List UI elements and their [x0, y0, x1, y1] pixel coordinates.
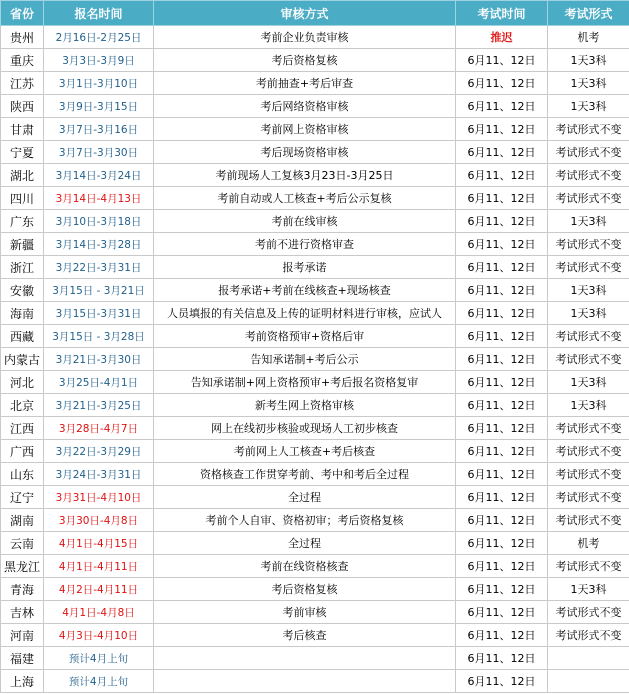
cell-registration-time[interactable]: 3月14日-3月28日 [44, 233, 154, 256]
cell-exam-time[interactable]: 6月11、12日 [456, 578, 548, 601]
cell-registration-time[interactable]: 3月15日-3月31日 [44, 302, 154, 325]
cell-registration-time[interactable]: 3月25日-4月1日 [44, 371, 154, 394]
cell-exam-form[interactable]: 1天3科 [548, 49, 629, 72]
cell-province[interactable]: 北京 [1, 394, 44, 417]
cell-registration-time[interactable]: 3月14日-3月24日 [44, 164, 154, 187]
cell-exam-time[interactable]: 6月11、12日 [456, 486, 548, 509]
cell-exam-form[interactable]: 考试形式不变 [548, 187, 629, 210]
cell-province[interactable]: 吉林 [1, 601, 44, 624]
cell-exam-time[interactable]: 6月11、12日 [456, 647, 548, 670]
cell-review-method[interactable] [154, 670, 456, 693]
cell-province[interactable]: 甘肃 [1, 118, 44, 141]
cell-province[interactable]: 安徽 [1, 279, 44, 302]
table-row [1, 486, 629, 509]
cell-exam-form[interactable]: 1天3科 [548, 302, 629, 325]
table-row [1, 210, 629, 233]
cell-province[interactable]: 湖北 [1, 164, 44, 187]
cell-registration-time[interactable]: 3月7日-3月30日 [44, 141, 154, 164]
cell-review-method[interactable]: 考前现场人工复核3月23日-3月25日 [154, 164, 456, 187]
cell-exam-form[interactable] [548, 647, 629, 670]
cell-province[interactable]: 宁夏 [1, 141, 44, 164]
table-row [1, 601, 629, 624]
cell-registration-time[interactable]: 4月1日-4月8日 [44, 601, 154, 624]
cell-exam-form[interactable]: 1天3科 [548, 210, 629, 233]
cell-registration-time[interactable]: 4月1日-4月11日 [44, 555, 154, 578]
cell-exam-form[interactable]: 考试形式不变 [548, 233, 629, 256]
cell-review-method[interactable]: 考前网上资格审核 [154, 118, 456, 141]
cell-exam-form[interactable]: 考试形式不变 [548, 118, 629, 141]
cell-exam-time[interactable]: 6月11、12日 [456, 95, 548, 118]
header-province[interactable]: 省份 [1, 1, 44, 26]
table-row [1, 647, 629, 670]
cell-exam-form[interactable]: 考试形式不变 [548, 463, 629, 486]
cell-province[interactable]: 重庆 [1, 49, 44, 72]
cell-exam-time[interactable]: 6月11、12日 [456, 509, 548, 532]
cell-review-method[interactable]: 告知承诺制+考后公示 [154, 348, 456, 371]
cell-exam-time[interactable]: 6月11、12日 [456, 325, 548, 348]
cell-exam-time[interactable]: 6月11、12日 [456, 279, 548, 302]
cell-exam-form[interactable]: 机考 [548, 532, 629, 555]
cell-province[interactable]: 山东 [1, 463, 44, 486]
cell-review-method[interactable]: 考前审核 [154, 601, 456, 624]
cell-exam-time[interactable]: 6月11、12日 [456, 440, 548, 463]
cell-registration-time[interactable]: 3月28日-4月7日 [44, 417, 154, 440]
cell-exam-time[interactable]: 6月11、12日 [456, 601, 548, 624]
cell-province[interactable]: 浙江 [1, 256, 44, 279]
cell-exam-form[interactable]: 1天3科 [548, 95, 629, 118]
cell-province[interactable]: 内蒙古 [1, 348, 44, 371]
cell-exam-form[interactable]: 1天3科 [548, 578, 629, 601]
cell-registration-time[interactable]: 3月21日-3月25日 [44, 394, 154, 417]
cell-review-method[interactable]: 考后网络资格审核 [154, 95, 456, 118]
cell-registration-time[interactable]: 3月21日-3月30日 [44, 348, 154, 371]
cell-review-method[interactable]: 告知承诺制+网上资格预审+考后报名资格复审 [154, 371, 456, 394]
cell-review-method[interactable]: 考前自动或人工核查+考后公示复核 [154, 187, 456, 210]
cell-review-method[interactable]: 考前在线资格核查 [154, 555, 456, 578]
table-row [1, 95, 629, 118]
cell-registration-time[interactable]: 3月15日 - 3月21日 [44, 279, 154, 302]
cell-exam-form[interactable]: 考试形式不变 [548, 509, 629, 532]
cell-province[interactable]: 新疆 [1, 233, 44, 256]
table-row [1, 325, 629, 348]
cell-exam-form[interactable]: 1天3科 [548, 72, 629, 95]
cell-registration-time[interactable]: 3月22日-3月31日 [44, 256, 154, 279]
table-row [1, 26, 629, 49]
cell-registration-time[interactable]: 3月9日-3月15日 [44, 95, 154, 118]
cell-exam-form[interactable]: 考试形式不变 [548, 601, 629, 624]
table-row [1, 670, 629, 693]
cell-exam-form[interactable]: 考试形式不变 [548, 440, 629, 463]
cell-review-method[interactable]: 考后资格复核 [154, 578, 456, 601]
cell-registration-time[interactable]: 3月24日-3月31日 [44, 463, 154, 486]
cell-review-method[interactable]: 考前资格预审+资格后审 [154, 325, 456, 348]
cell-exam-time[interactable]: 6月11、12日 [456, 72, 548, 95]
cell-registration-time[interactable]: 2月16日-2月25日 [44, 26, 154, 49]
cell-registration-time[interactable]: 3月10日-3月18日 [44, 210, 154, 233]
cell-province[interactable]: 河北 [1, 371, 44, 394]
header-exam-form[interactable]: 考试形式 [548, 1, 629, 26]
cell-exam-form[interactable]: 考试形式不变 [548, 256, 629, 279]
cell-review-method[interactable]: 报考承诺+考前在线核查+现场核查 [154, 279, 456, 302]
cell-exam-form[interactable]: 考试形式不变 [548, 325, 629, 348]
table-row [1, 164, 629, 187]
cell-province[interactable]: 湖南 [1, 509, 44, 532]
cell-review-method[interactable] [154, 647, 456, 670]
cell-registration-time[interactable]: 4月3日-4月10日 [44, 624, 154, 647]
cell-registration-time[interactable]: 3月14日-4月13日 [44, 187, 154, 210]
cell-exam-form[interactable]: 考试形式不变 [548, 141, 629, 164]
cell-review-method[interactable]: 考后核查 [154, 624, 456, 647]
cell-registration-time[interactable]: 预计4月上旬 [44, 647, 154, 670]
table-row [1, 371, 629, 394]
cell-registration-time[interactable]: 4月2日-4月11日 [44, 578, 154, 601]
cell-review-method[interactable]: 考前网上人工核查+考后核查 [154, 440, 456, 463]
cell-exam-time[interactable]: 6月11、12日 [456, 141, 548, 164]
cell-exam-time[interactable]: 6月11、12日 [456, 394, 548, 417]
cell-review-method[interactable]: 考后现场资格审核 [154, 141, 456, 164]
cell-review-method[interactable]: 全过程 [154, 486, 456, 509]
cell-exam-time[interactable]: 6月11、12日 [456, 49, 548, 72]
cell-review-method[interactable]: 考前不进行资格审查 [154, 233, 456, 256]
cell-exam-time[interactable]: 6月11、12日 [456, 463, 548, 486]
table-row [1, 141, 629, 164]
cell-review-method[interactable]: 考前个人自审、资格初审；考后资格复核 [154, 509, 456, 532]
cell-review-method[interactable]: 人员填报的有关信息及上传的证明材料进行审核，应试人 [154, 302, 456, 325]
header-exam-time[interactable]: 考试时间 [456, 1, 548, 26]
cell-exam-form[interactable]: 1天3科 [548, 279, 629, 302]
cell-review-method[interactable]: 考前抽查+考后审查 [154, 72, 456, 95]
cell-exam-form[interactable]: 1天3科 [548, 371, 629, 394]
table-row [1, 532, 629, 555]
table-row [1, 417, 629, 440]
cell-exam-form[interactable] [548, 670, 629, 693]
cell-review-method[interactable]: 报考承诺 [154, 256, 456, 279]
table-row [1, 463, 629, 486]
table-row [1, 578, 629, 601]
table-row [1, 348, 629, 371]
cell-exam-time[interactable]: 6月11、12日 [456, 164, 548, 187]
table-row [1, 72, 629, 95]
cell-province[interactable]: 广西 [1, 440, 44, 463]
cell-exam-time[interactable]: 6月11、12日 [456, 210, 548, 233]
cell-exam-time[interactable]: 6月11、12日 [456, 233, 548, 256]
cell-review-method[interactable]: 新考生网上资格审核 [154, 394, 456, 417]
cell-exam-time[interactable]: 6月11、12日 [456, 187, 548, 210]
cell-province[interactable]: 陕西 [1, 95, 44, 118]
cell-exam-form[interactable]: 考试形式不变 [548, 164, 629, 187]
table-row [1, 233, 629, 256]
cell-registration-time[interactable]: 3月15日 - 3月28日 [44, 325, 154, 348]
cell-province[interactable]: 辽宁 [1, 486, 44, 509]
cell-review-method[interactable]: 资格核查工作贯穿考前、考中和考后全过程 [154, 463, 456, 486]
cell-review-method[interactable]: 网上在线初步核验或现场人工初步核查 [154, 417, 456, 440]
cell-province[interactable]: 贵州 [1, 26, 44, 49]
cell-exam-form[interactable]: 1天3科 [548, 394, 629, 417]
table-body [1, 26, 629, 693]
cell-province[interactable]: 广东 [1, 210, 44, 233]
cell-exam-form[interactable]: 考试形式不变 [548, 555, 629, 578]
cell-province[interactable]: 西藏 [1, 325, 44, 348]
cell-exam-form[interactable]: 考试形式不变 [548, 624, 629, 647]
cell-province[interactable]: 上海 [1, 670, 44, 693]
table-row [1, 440, 629, 463]
header-registration-time[interactable]: 报名时间 [44, 1, 154, 26]
cell-province[interactable]: 黑龙江 [1, 555, 44, 578]
cell-exam-time[interactable]: 6月11、12日 [456, 302, 548, 325]
cell-exam-time[interactable]: 6月11、12日 [456, 118, 548, 141]
header-row [1, 1, 629, 26]
cell-registration-time[interactable]: 3月3日-3月9日 [44, 49, 154, 72]
cell-province[interactable]: 江西 [1, 417, 44, 440]
cell-registration-time[interactable]: 4月1日-4月15日 [44, 532, 154, 555]
cell-review-method[interactable]: 考前企业负责审核 [154, 26, 456, 49]
cell-registration-time[interactable]: 3月7日-3月16日 [44, 118, 154, 141]
cell-registration-time[interactable]: 3月31日-4月10日 [44, 486, 154, 509]
cell-province[interactable]: 云南 [1, 532, 44, 555]
cell-registration-time[interactable]: 3月30日-4月8日 [44, 509, 154, 532]
table-row [1, 49, 629, 72]
table-header [1, 1, 629, 26]
cell-exam-time[interactable]: 6月11、12日 [456, 348, 548, 371]
cell-province[interactable]: 青海 [1, 578, 44, 601]
cell-registration-time[interactable]: 预计4月上旬 [44, 670, 154, 693]
cell-exam-time[interactable]: 6月11、12日 [456, 417, 548, 440]
cell-province[interactable]: 河南 [1, 624, 44, 647]
cell-exam-time[interactable]: 6月11、12日 [456, 624, 548, 647]
cell-province[interactable]: 江苏 [1, 72, 44, 95]
cell-exam-time[interactable]: 推迟 [456, 26, 548, 49]
cell-exam-form[interactable]: 考试形式不变 [548, 417, 629, 440]
cell-exam-time[interactable]: 6月11、12日 [456, 532, 548, 555]
table-row [1, 624, 629, 647]
cell-province[interactable]: 海南 [1, 302, 44, 325]
table-row [1, 394, 629, 417]
table-row [1, 187, 629, 210]
table-row [1, 555, 629, 578]
cell-exam-time[interactable]: 6月11、12日 [456, 670, 548, 693]
cell-province[interactable]: 四川 [1, 187, 44, 210]
cell-registration-time[interactable]: 3月1日-3月10日 [44, 72, 154, 95]
cell-exam-form[interactable]: 考试形式不变 [548, 348, 629, 371]
cell-exam-time[interactable]: 6月11、12日 [456, 371, 548, 394]
table-row [1, 256, 629, 279]
header-review-method[interactable]: 审核方式 [154, 1, 456, 26]
cell-exam-form[interactable]: 考试形式不变 [548, 486, 629, 509]
cell-review-method[interactable]: 考前在线审核 [154, 210, 456, 233]
table-row [1, 302, 629, 325]
table-row [1, 279, 629, 302]
cell-province[interactable]: 福建 [1, 647, 44, 670]
cell-exam-form[interactable]: 机考 [548, 26, 629, 49]
table-row [1, 509, 629, 532]
cell-exam-time[interactable]: 6月11、12日 [456, 555, 548, 578]
cell-exam-time[interactable]: 6月11、12日 [456, 256, 548, 279]
cell-review-method[interactable]: 考后资格复核 [154, 49, 456, 72]
cell-review-method[interactable]: 全过程 [154, 532, 456, 555]
table-row [1, 118, 629, 141]
cell-registration-time[interactable]: 3月22日-3月29日 [44, 440, 154, 463]
